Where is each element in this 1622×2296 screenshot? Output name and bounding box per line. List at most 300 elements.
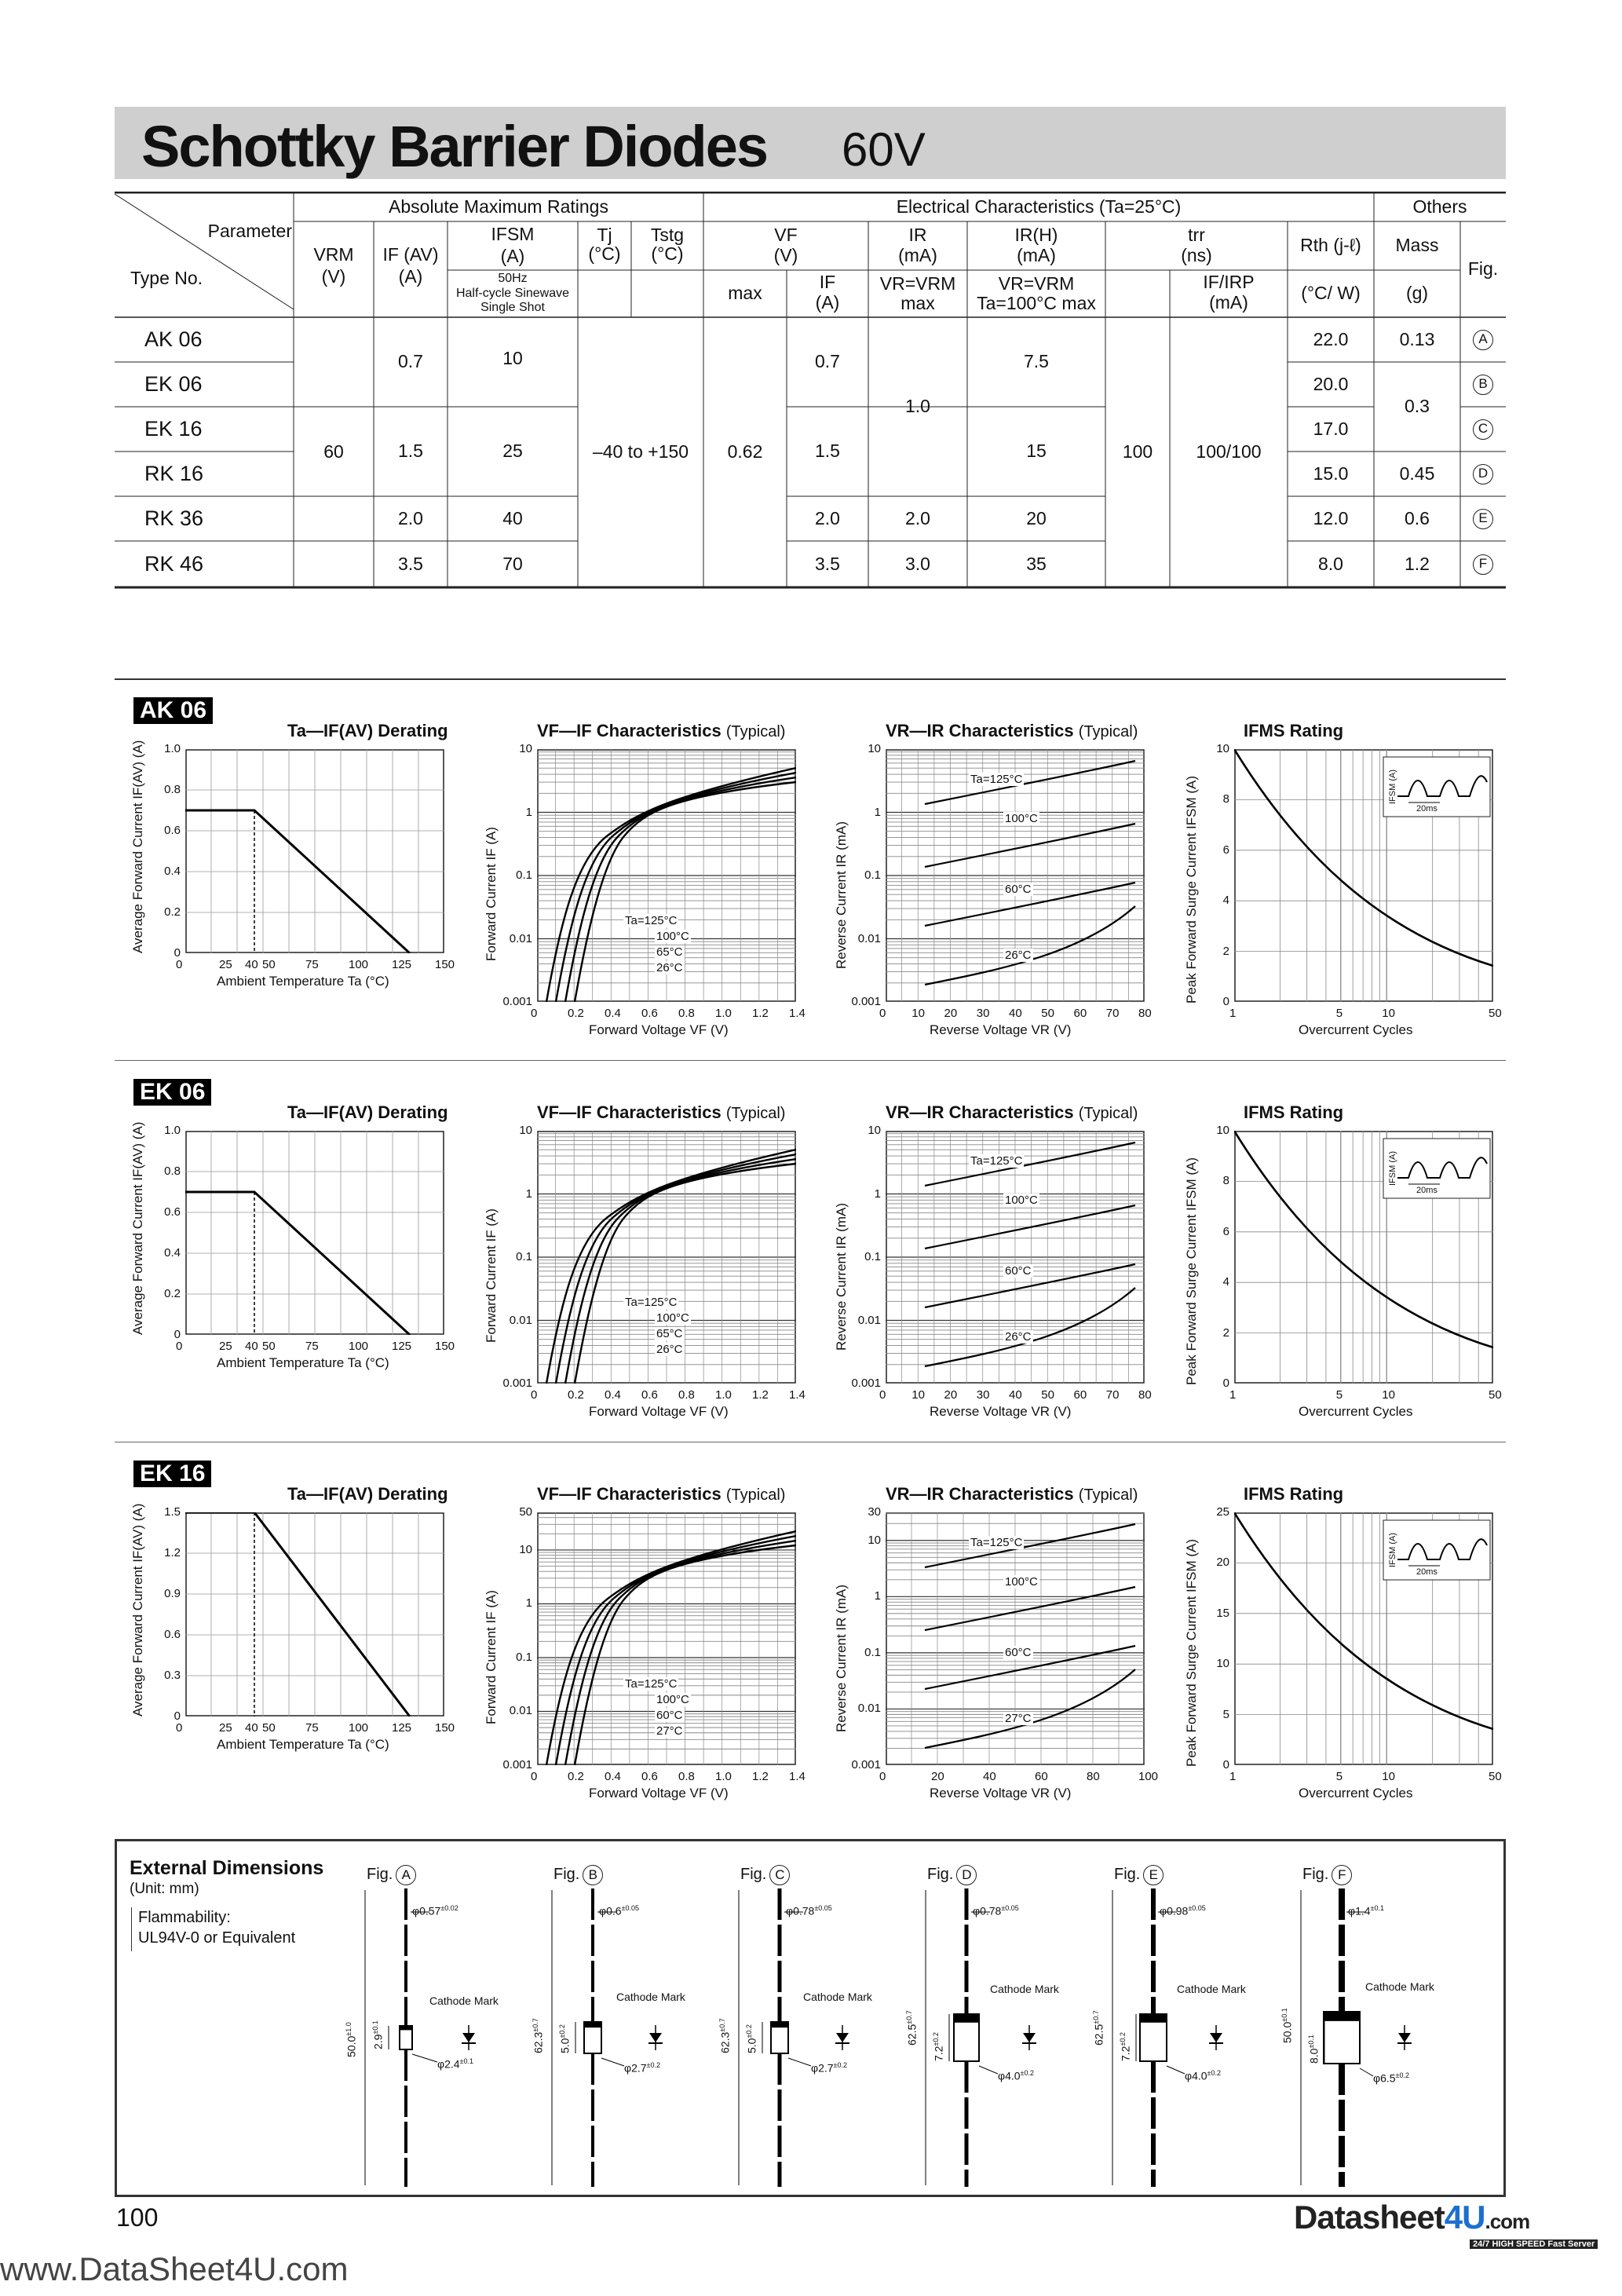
vf-if-3: 2.0 xyxy=(815,507,840,528)
ifms-xtick: 10 xyxy=(1382,1388,1395,1402)
body-length: $2.9^{\pm 0.1}$ xyxy=(371,2020,385,2049)
ifms-ytick: 10 xyxy=(1216,742,1229,755)
vr-ylabel: Reverse Current IR (mA) xyxy=(834,821,849,969)
characteristics-section xyxy=(115,1461,1506,1830)
trr-cond-unit: (mA) xyxy=(1209,292,1248,313)
vr-ytick: 1 xyxy=(874,1589,881,1603)
ifms-xtick: 50 xyxy=(1489,1770,1502,1783)
type-label: Type No. xyxy=(130,268,203,289)
vf-temp-label: Ta=125°C xyxy=(625,1296,678,1309)
lead-length: $62.3^{\pm 0.7}$ xyxy=(718,2018,732,2053)
derating-ytick: 0.3 xyxy=(164,1669,181,1682)
fig-label-c: Fig. C xyxy=(740,1865,790,1885)
derating-ytick: 0.8 xyxy=(164,783,181,796)
vr-ir-chart xyxy=(834,1102,1152,1419)
vr-temp-label: 100°C xyxy=(1005,1575,1038,1589)
vf-ytick: 10 xyxy=(519,1124,532,1137)
body-diameter: $\varphi 2.4^{\pm 0.1}$ xyxy=(437,2057,473,2071)
datasheet4u-logo: Datasheet4U.com 24/7 HIGH SPEED Fast Server xyxy=(1294,2199,1529,2236)
vf-xtick: 0.6 xyxy=(641,1388,658,1402)
ir-3: 3.0 xyxy=(905,553,930,574)
type-ek06: EK 06 xyxy=(144,371,203,396)
vf-xtick: 0.2 xyxy=(568,1007,584,1020)
vf-if-unit: (A) xyxy=(815,292,840,313)
ifms-chart xyxy=(1184,721,1502,1037)
vr-xtick: 80 xyxy=(1138,1388,1152,1402)
ifms-plot xyxy=(1234,749,1493,1002)
derating-title: Ta—IF(AV) Derating xyxy=(287,1102,448,1122)
vf-xtick: 0 xyxy=(531,1770,538,1783)
vf-ytick: 0.01 xyxy=(509,931,532,945)
body-length: $5.0^{\pm 0.2}$ xyxy=(558,2024,572,2053)
vf-temp-label: 65°C xyxy=(656,1327,683,1340)
vr-ytick: 0.01 xyxy=(857,931,881,945)
vr-ir-plot xyxy=(886,749,1145,1002)
body-length: $5.0^{\pm 0.2}$ xyxy=(745,2024,758,2053)
spec-table xyxy=(115,192,1506,589)
derating-ytick: 0.4 xyxy=(164,1246,181,1260)
vf-xtick: 1.2 xyxy=(752,1770,769,1783)
ifav-unit: (A) xyxy=(398,266,423,287)
derating-xtick: 125 xyxy=(392,1721,412,1735)
derating-xtick: 25 xyxy=(219,1340,232,1353)
fig-label-b: Fig. B xyxy=(553,1865,603,1885)
irh-head: IR(H) xyxy=(1014,225,1058,246)
body-length: $8.0^{\pm 0.1}$ xyxy=(1307,2035,1321,2064)
ifsm-2: 25 xyxy=(502,441,523,462)
ifms-xtick: 10 xyxy=(1382,1007,1395,1020)
derating-curve xyxy=(185,1192,410,1335)
vf-xtick: 1.4 xyxy=(789,1770,806,1783)
vf-ytick: 1 xyxy=(525,1186,532,1201)
ifms-ytick: 8 xyxy=(1222,792,1229,806)
ifms-ytick: 0 xyxy=(1222,1377,1229,1390)
ifav-head: IF (AV) xyxy=(382,244,439,265)
rth-rk16: 15.0 xyxy=(1313,462,1349,484)
ifms-ytick: 6 xyxy=(1222,1224,1229,1238)
vr-xtick: 30 xyxy=(976,1388,990,1402)
vf-if-4: 3.5 xyxy=(815,553,840,574)
derating-xtick: 50 xyxy=(262,1340,276,1353)
lead-diameter: $\varphi 0.6^{\pm 0.05}$ xyxy=(599,1904,640,1918)
irh-1: 7.5 xyxy=(1024,351,1049,372)
vr-xtick: 100 xyxy=(1138,1770,1159,1783)
derating-ytick: 1.0 xyxy=(164,742,181,755)
vf-ytick: 1 xyxy=(525,805,532,819)
vf-ytick: 10 xyxy=(519,742,532,755)
vf-xtick: 0.6 xyxy=(641,1770,658,1783)
fig-ref-c: C xyxy=(1460,407,1506,452)
vr-xtick: 40 xyxy=(1009,1007,1022,1020)
vr-temp-label: 26°C xyxy=(1005,1330,1032,1344)
derating-ytick: 0 xyxy=(174,1709,181,1723)
vr-xtick: 60 xyxy=(1073,1007,1087,1020)
vr-xtick: 40 xyxy=(983,1770,996,1783)
mass-ek06-ek16: 0.3 xyxy=(1405,396,1430,417)
derating-xtick: 0 xyxy=(176,958,183,971)
flammability-note: Flammability: UL94V-0 or Equivalent xyxy=(131,1907,324,1951)
derating-xtick: 150 xyxy=(435,1721,455,1735)
ifms-ytick: 6 xyxy=(1222,843,1229,857)
cathode-mark-label: Cathode Mark xyxy=(1177,1983,1246,1995)
vr-xlabel: Reverse Voltage VR (V) xyxy=(930,1022,1072,1037)
vf-xtick: 1.0 xyxy=(715,1770,732,1783)
rth-rk36: 12.0 xyxy=(1313,507,1349,528)
vf-if-chart xyxy=(484,721,806,1037)
fig-head: Fig. xyxy=(1467,258,1499,280)
vrm-head: VRM xyxy=(313,244,354,265)
irh-4: 35 xyxy=(1026,553,1047,574)
vf-xtick: 0.2 xyxy=(568,1388,584,1402)
fig-ref-f: F xyxy=(1460,541,1506,587)
vf-title: VF—IF Characteristics (Typical) xyxy=(537,1484,786,1504)
cathode-mark-label: Cathode Mark xyxy=(1365,1980,1434,1993)
vr-ir-plot xyxy=(886,1512,1145,1765)
ifav-3: 2.0 xyxy=(398,507,423,528)
vf-xtick: 0 xyxy=(531,1007,538,1020)
ext-unit: (Unit: mm) xyxy=(130,1881,199,1897)
rth-ek06: 20.0 xyxy=(1313,373,1349,394)
section-badge: EK 06 xyxy=(133,1079,211,1106)
vf-xtick: 0.8 xyxy=(678,1388,695,1402)
derating-xtick: 125 xyxy=(392,958,412,971)
vr-ytick: 0.001 xyxy=(851,1377,881,1390)
derating-xtick: 25 xyxy=(219,958,232,971)
vf-ytick: 10 xyxy=(519,1542,532,1556)
vf-xtick: 0.4 xyxy=(605,1007,621,1020)
ifsm-cond: 50Hz Half-cycle Sinewave Single Shot xyxy=(455,272,570,315)
vrm-value: 60 xyxy=(323,441,344,462)
vr-xtick: 30 xyxy=(976,1007,990,1020)
type-ak06: AK 06 xyxy=(144,327,203,351)
vr-curve xyxy=(925,906,1135,985)
derating-xtick: 75 xyxy=(305,1340,319,1353)
lead-length: $62.5^{\pm 0.7}$ xyxy=(905,2010,919,2046)
irh-2: 15 xyxy=(1026,441,1047,462)
vf-title: VF—IF Characteristics (Typical) xyxy=(537,1102,786,1122)
lead-length: $62.5^{\pm 0.7}$ xyxy=(1092,2010,1105,2046)
fig-label-a: Fig. A xyxy=(367,1865,416,1885)
trr-unit: (ns) xyxy=(1181,245,1212,266)
voltage-rating: 60V xyxy=(842,123,926,176)
vr-ytick: 0.01 xyxy=(857,1313,881,1327)
ifms-ytick: 25 xyxy=(1216,1505,1229,1519)
derating-xtick: 75 xyxy=(305,1721,319,1735)
vr-xtick: 50 xyxy=(1041,1388,1054,1402)
ifms-ylabel: Peak Forward Surge Current IFSM (A) xyxy=(1184,1157,1199,1385)
ifms-ylabel: Peak Forward Surge Current IFSM (A) xyxy=(1184,775,1199,1004)
ifav-2: 1.5 xyxy=(398,441,423,462)
derating-ytick: 0.2 xyxy=(164,1287,181,1300)
vf-ytick: 0.001 xyxy=(502,995,532,1008)
vr-xtick: 20 xyxy=(944,1007,958,1020)
trr-value: 100 xyxy=(1122,441,1153,462)
vr-xtick: 70 xyxy=(1105,1007,1120,1020)
vr-ytick: 1 xyxy=(874,1186,881,1201)
fig-ref-e: E xyxy=(1460,496,1506,541)
mass-head: Mass xyxy=(1395,235,1439,256)
vf-temp-label: 26°C xyxy=(656,1343,683,1356)
vr-xtick: 0 xyxy=(879,1770,886,1783)
derating-ytick: 0.8 xyxy=(164,1164,181,1178)
vr-ytick: 0.1 xyxy=(864,1645,881,1659)
cathode-mark-label: Cathode Mark xyxy=(803,1991,872,2003)
vr-temp-label: 60°C xyxy=(1005,1646,1032,1659)
vr-ytick: 0.001 xyxy=(851,1758,881,1771)
ifms-title: IFMS Rating xyxy=(1244,1102,1344,1122)
vf-max-value: 0.62 xyxy=(727,441,763,462)
rth-unit: (°C/ W) xyxy=(1301,283,1361,304)
ifms-plot xyxy=(1234,1512,1493,1765)
ifms-ytick: 10 xyxy=(1216,1657,1229,1671)
lead-diameter: $\varphi 0.78^{\pm 0.05}$ xyxy=(786,1904,832,1918)
ifms-xtick: 5 xyxy=(1335,1388,1343,1402)
section-badge: AK 06 xyxy=(133,697,213,724)
ifms-xtick: 1 xyxy=(1229,1007,1237,1020)
ir-cond: VR=VRM max xyxy=(879,272,956,313)
section-badge: EK 16 xyxy=(133,1461,211,1487)
ifms-xtick: 1 xyxy=(1229,1388,1237,1402)
body-diameter: $\varphi 4.0^{\pm 0.2}$ xyxy=(998,2069,1034,2082)
vf-temp-label: 100°C xyxy=(656,930,689,943)
vf-xtick: 0.6 xyxy=(641,1007,658,1020)
ifsm-unit: (A) xyxy=(500,246,525,267)
vf-temp-label: Ta=125°C xyxy=(625,1677,678,1691)
derating-ytick: 0.9 xyxy=(164,1587,181,1600)
derating-xtick: 50 xyxy=(262,1721,276,1735)
lead-diameter: $\varphi 1.4^{\pm 0.1}$ xyxy=(1348,1904,1384,1918)
vr-xtick: 60 xyxy=(1035,1770,1048,1783)
derating-xtick: 25 xyxy=(219,1721,232,1735)
ifms-inset-ylabel: IFSM (A) xyxy=(1388,1151,1397,1186)
vf-temp-label: 65°C xyxy=(656,945,683,959)
type-rk46: RK 46 xyxy=(144,551,204,576)
ifms-ytick: 0 xyxy=(1222,1758,1229,1771)
vr-xtick: 0 xyxy=(879,1007,886,1020)
vr-xtick: 0 xyxy=(879,1388,886,1402)
trr-head: trr xyxy=(1188,225,1205,246)
vf-xtick: 0 xyxy=(531,1388,538,1402)
body-diameter: $\varphi 2.7^{\pm 0.2}$ xyxy=(811,2061,847,2075)
vf-xtick: 0.4 xyxy=(605,1770,621,1783)
lead-diameter: $\varphi 0.98^{\pm 0.05}$ xyxy=(1160,1904,1206,1918)
vr-ir-chart xyxy=(834,721,1152,1037)
fig-label-d: Fig. D xyxy=(927,1865,977,1885)
ifms-xtick: 5 xyxy=(1335,1007,1343,1020)
vf-ytick: 0.1 xyxy=(516,1250,532,1263)
derating-ytick: 0 xyxy=(174,946,181,960)
vf-temp-label: Ta=125°C xyxy=(625,914,678,927)
vr-temp-label: 100°C xyxy=(1005,1194,1038,1207)
vf-ytick: 0.1 xyxy=(516,1650,532,1664)
ifms-xlabel: Overcurrent Cycles xyxy=(1299,1786,1413,1801)
ifms-chart xyxy=(1184,1484,1502,1801)
vf-if-head: IF xyxy=(819,272,836,293)
ifms-inset-time: 20ms xyxy=(1416,1567,1438,1577)
derating-ytick: 0.6 xyxy=(164,1205,181,1219)
derating-xtick: 125 xyxy=(392,1340,412,1353)
derating-chart xyxy=(130,1102,455,1370)
derating-chart xyxy=(130,721,455,989)
ifms-ytick: 2 xyxy=(1222,944,1229,958)
ifms-inset-ylabel: IFSM (A) xyxy=(1388,770,1397,804)
body-diameter: $\varphi 4.0^{\pm 0.2}$ xyxy=(1185,2069,1221,2082)
vf-xtick: 0.2 xyxy=(568,1770,584,1783)
vf-xlabel: Forward Voltage VF (V) xyxy=(589,1022,729,1037)
type-rk36: RK 36 xyxy=(144,506,204,530)
derating-xtick: 0 xyxy=(176,1721,183,1735)
body-length: $7.2^{\pm 0.2}$ xyxy=(932,2032,945,2061)
vf-ytick: 50 xyxy=(519,1505,532,1519)
vr-xtick: 80 xyxy=(1138,1007,1152,1020)
vr-title: VR—IR Characteristics (Typical) xyxy=(886,1484,1138,1504)
cathode-mark-label: Cathode Mark xyxy=(616,1991,685,2003)
vf-ytick: 0.01 xyxy=(509,1313,532,1327)
divider xyxy=(115,678,1506,680)
fig-label-e: Fig. E xyxy=(1114,1865,1164,1885)
ifsm-3: 40 xyxy=(502,507,523,528)
mass-rk16: 0.45 xyxy=(1399,462,1435,484)
vf-title: VF—IF Characteristics (Typical) xyxy=(537,721,786,740)
characteristics-section xyxy=(115,1079,1506,1448)
characteristics-section xyxy=(115,697,1506,1066)
vf-if-1: 0.7 xyxy=(815,351,840,372)
derating-xlabel: Ambient Temperature Ta (°C) xyxy=(217,1355,389,1370)
irh-cond: VR=VRM Ta=100°C max xyxy=(977,272,1096,313)
tstg-head: Tstg xyxy=(650,225,685,246)
ifms-inset-time: 20ms xyxy=(1416,804,1438,813)
vr-title: VR—IR Characteristics (Typical) xyxy=(886,1102,1138,1122)
vr-ytick: 10 xyxy=(868,742,881,755)
vr-temp-label: Ta=125°C xyxy=(970,1154,1023,1168)
vr-curve xyxy=(925,1587,1135,1630)
ifms-ytick: 5 xyxy=(1222,1707,1229,1721)
vr-temp-label: 60°C xyxy=(1005,883,1032,896)
ifav-4: 3.5 xyxy=(398,553,423,574)
vr-temp-label: Ta=125°C xyxy=(970,1536,1023,1549)
vr-xtick: 20 xyxy=(944,1388,958,1402)
ifms-xtick: 50 xyxy=(1489,1388,1502,1402)
parameter-label: Parameter xyxy=(207,221,292,242)
vf-xtick: 1.2 xyxy=(752,1007,769,1020)
derating-xtick: 100 xyxy=(349,958,369,971)
vf-xtick: 1.4 xyxy=(789,1007,806,1020)
ifms-ytick: 10 xyxy=(1216,1124,1229,1137)
vr-xtick: 70 xyxy=(1105,1388,1120,1402)
derating-ytick: 1.5 xyxy=(164,1505,181,1519)
vf-ylabel: Forward Current IF (A) xyxy=(484,1590,499,1724)
derating-xtick: 50 xyxy=(262,958,276,971)
page-number: 100 xyxy=(116,2203,159,2232)
vr-ir-plot xyxy=(886,1131,1145,1384)
ifms-ytick: 15 xyxy=(1216,1606,1229,1620)
external-dimensions xyxy=(115,1839,1506,2197)
derating-ylabel: Average Forward Current IF(AV) (A) xyxy=(130,740,145,953)
ir-head: IR xyxy=(908,225,927,246)
derating-xtick: 150 xyxy=(435,1340,455,1353)
derating-xtick: 40 xyxy=(245,958,258,971)
vr-ytick: 0.001 xyxy=(851,995,881,1008)
fig-ref-a: A xyxy=(1460,317,1506,362)
vr-temp-label: 27°C xyxy=(1005,1712,1032,1725)
vf-xtick: 0.8 xyxy=(678,1007,695,1020)
cathode-mark-label: Cathode Mark xyxy=(429,1994,499,2007)
vf-max-head: max xyxy=(728,283,762,304)
ifms-xlabel: Overcurrent Cycles xyxy=(1299,1404,1413,1419)
tj-unit: (°C) xyxy=(588,243,621,265)
ifms-title: IFMS Rating xyxy=(1244,721,1344,740)
ifsm-head: IFSM xyxy=(491,224,535,245)
elec-header: Electrical Characteristics (Ta=25°C) xyxy=(896,196,1182,217)
vr-ytick: 1 xyxy=(874,805,881,819)
ifms-xtick: 10 xyxy=(1382,1770,1395,1783)
vr-ytick: 0.1 xyxy=(864,868,881,882)
others-header: Others xyxy=(1412,196,1467,217)
ifav-1: 0.7 xyxy=(398,351,423,372)
derating-ytick: 1.2 xyxy=(164,1546,181,1559)
derating-xtick: 150 xyxy=(435,958,455,971)
ifms-ytick: 4 xyxy=(1222,894,1229,908)
vf-temp-label: 26°C xyxy=(656,961,683,974)
cathode-mark-label: Cathode Mark xyxy=(990,1983,1059,1995)
vf-xtick: 1.4 xyxy=(789,1388,806,1402)
body-diameter: $\varphi 6.5^{\pm 0.2}$ xyxy=(1373,2071,1409,2085)
vr-xlabel: Reverse Voltage VR (V) xyxy=(930,1786,1072,1801)
derating-title: Ta—IF(AV) Derating xyxy=(287,721,448,740)
vf-if-chart xyxy=(484,1484,806,1801)
vr-ir-chart xyxy=(834,1484,1159,1801)
derating-curve xyxy=(185,1512,410,1717)
ifsm-4: 70 xyxy=(502,553,523,574)
vr-temp-label: 60°C xyxy=(1005,1264,1032,1278)
tj-tstg-value: –40 to +150 xyxy=(592,441,689,462)
vr-xtick: 10 xyxy=(911,1388,925,1402)
mass-rk46: 1.2 xyxy=(1405,553,1430,574)
fig-label-f: Fig. F xyxy=(1302,1865,1352,1885)
derating-ytick: 0.2 xyxy=(164,905,181,919)
lead-diameter: $\varphi 0.78^{\pm 0.05}$ xyxy=(973,1904,1019,1918)
mass-ak06: 0.13 xyxy=(1399,328,1435,349)
vr-ytick: 10 xyxy=(868,1533,881,1547)
vf-ytick: 0.001 xyxy=(502,1377,532,1390)
ifms-plot xyxy=(1234,1131,1493,1384)
abs-max-header: Absolute Maximum Ratings xyxy=(389,196,608,217)
lead-length: $50.0^{\pm 1.0}$ xyxy=(345,2022,358,2057)
vr-ylabel: Reverse Current IR (mA) xyxy=(834,1203,849,1351)
ifms-chart xyxy=(1184,1102,1502,1419)
lead-length: $50.0^{\pm 0.1}$ xyxy=(1280,2008,1294,2043)
vf-temp-label: 60°C xyxy=(656,1709,683,1722)
derating-ytick: 0.6 xyxy=(164,1628,181,1641)
vf-xtick: 0.4 xyxy=(605,1388,621,1402)
vf-ylabel: Forward Current IF (A) xyxy=(484,827,499,961)
derating-xtick: 100 xyxy=(349,1340,369,1353)
vr-xtick: 10 xyxy=(911,1007,925,1020)
vr-xtick: 80 xyxy=(1087,1770,1100,1783)
derating-chart xyxy=(130,1484,455,1752)
ifms-ytick: 4 xyxy=(1222,1275,1229,1289)
body-length: $7.2^{\pm 0.2}$ xyxy=(1119,2032,1132,2061)
vr-ylabel: Reverse Current IR (mA) xyxy=(834,1585,849,1732)
vf-temp-label: 100°C xyxy=(656,1311,689,1325)
ifms-xtick: 1 xyxy=(1229,1770,1237,1783)
vf-ytick: 0.01 xyxy=(509,1704,532,1718)
lead-diameter: $\varphi 0.57^{\pm 0.02}$ xyxy=(412,1904,458,1918)
vr-xtick: 20 xyxy=(931,1770,944,1783)
derating-xtick: 40 xyxy=(245,1721,258,1735)
rth-head: Rth (j-ℓ) xyxy=(1300,235,1361,256)
mass-unit: (g) xyxy=(1405,283,1429,304)
